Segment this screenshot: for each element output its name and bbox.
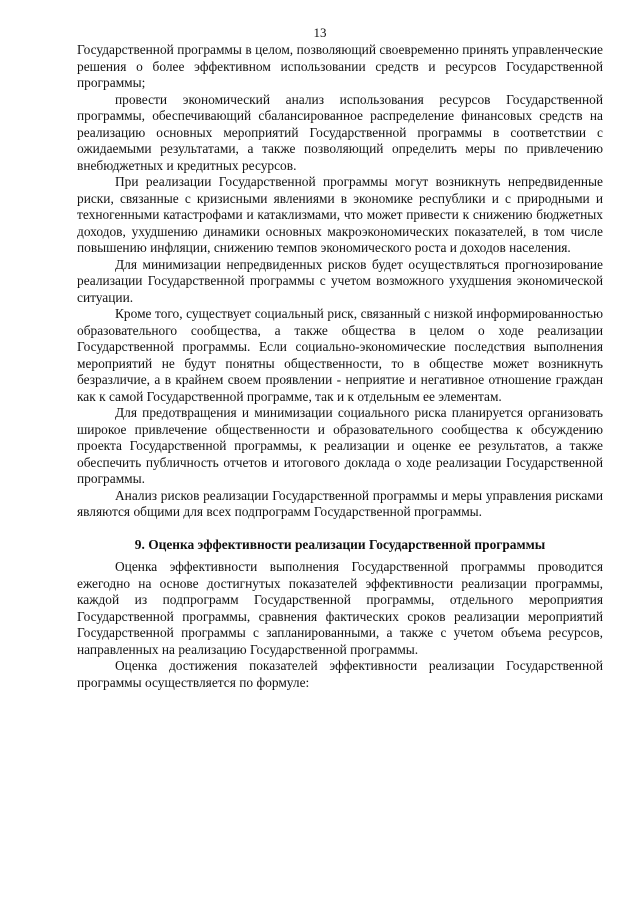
paragraph: Государственной программы в целом, позволяющий своевременно принять управленческие решения о более эффективном использовании средств и ресурсов Государственной программы;: [77, 42, 603, 90]
paragraph: Для предотвращения и минимизации социального риска планируется организовать широкое привлечение общественности и образовательного сообщества к обсуждению проекта Государственной программы, к реализации и оценке ее результатов, а также обеспечить публичность отчетов и итогового доклада о ходе реализации Государственной программы.: [77, 405, 603, 486]
page-number: 13: [313, 25, 327, 40]
document-body: [77, 42, 603, 691]
paragraph: Для минимизации непредвиденных рисков будет осуществляться прогнозирование реализации Государственной программы с учетом возможного ухудшения экономической ситуации.: [77, 256, 603, 305]
paragraph: При реализации Государственной программы могут возникнуть непредвиденные риски, связанные с кризисными явлениями в экономике республики и с природными и техногенными катастрофами и катаклизмами, что может привести к снижению бюджетных доходов, ухудшению динамики основных макроэкономических показателей, в том числе повышению инфляции, снижению темпов экономического роста и доходов населения.: [77, 174, 603, 255]
paragraph: Оценка эффективности выполнения Государственной программы проводится ежегодно на основе достигнутых показателей эффективности реализации программы, каждой из подпрограмм Государственной программы, отдельного мероприятия Государственной программы, сравнения фактических сроков реализации мероприятий Государственной программы с запланированными, а также с учетом объема ресурсов, направленных на реализацию Государственной программы.: [77, 559, 603, 657]
paragraph: Оценка достижения показателей эффективности реализации Государственной программы осуществляется по формуле:: [77, 658, 603, 690]
paragraph: провести экономический анализ использования ресурсов Государственной программы, обеспечивающий сбалансированное распределение финансовых средств на реализацию основных мероприятий Государственной программы в соответствии с ожидаемыми результатами, а также позволяющий определить меры по привлечению внебюджетных и кредитных ресурсов.: [77, 91, 603, 173]
paragraph: Анализ рисков реализации Государственной программы и меры управления рисками являются общими для всех подпрограмм Государственной программы.: [77, 487, 603, 519]
section-heading: 9. Оценка эффективности реализации Государственной программы: [134, 536, 546, 552]
paragraph: Кроме того, существует социальный риск, связанный с низкой информированностью образовательного сообщества, а также общества в целом о ходе реализации Государственной программы. Если социально-экономические последствия выполнения мероприятий не будут понятны общественности, то в обществе может возникнуть безразличие, а в крайнем своем проявлении - неприятие и негативное отношение граждан как к самой Государственной программе, так и к отдельным ее элементам.: [77, 306, 603, 404]
